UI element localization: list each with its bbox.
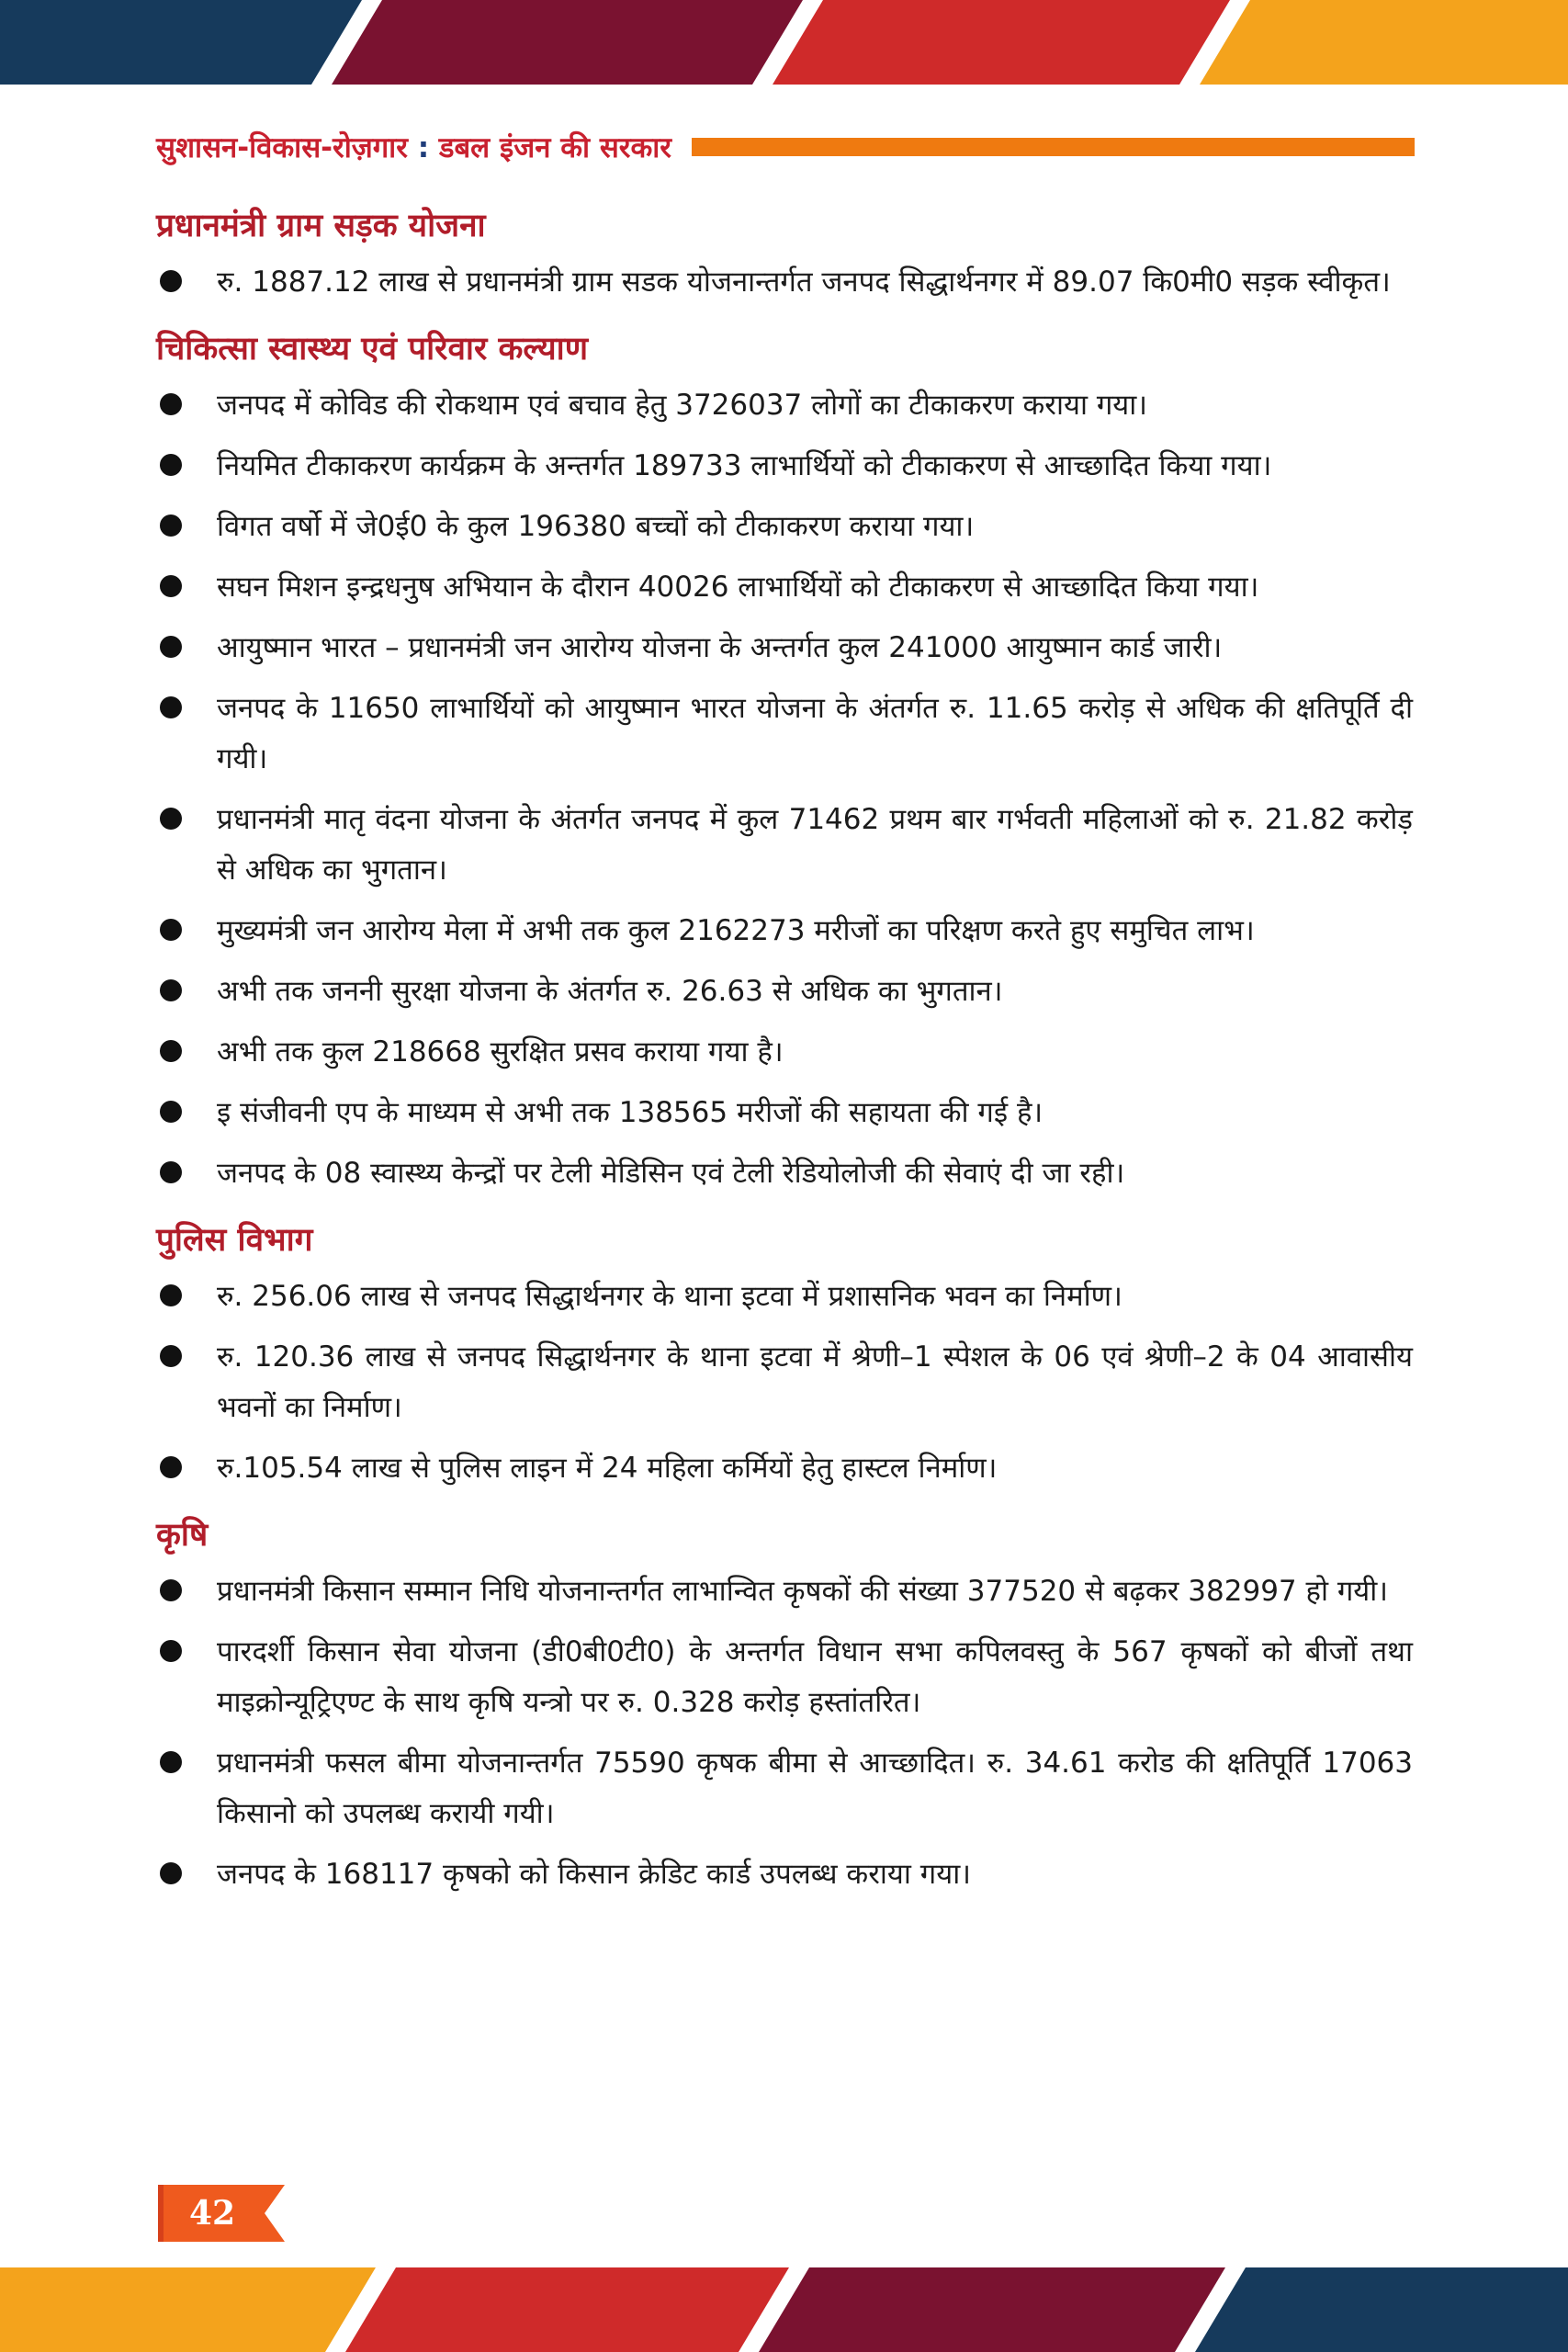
list-item-text: मुख्यमंत्री जन आरोग्य मेला में अभी तक कुल 2162273 मरीजों का परिक्षण करते हुए समुचित लाभ।: [217, 914, 1255, 947]
list-item-text: प्रधानमंत्री किसान सम्मान निधि योजनान्तर्गत लाभान्वित कृषकों की संख्या 377520 से बढ़कर 382997 हो गयी।: [217, 1575, 1389, 1608]
list-agriculture: [156, 1566, 1413, 1900]
running-header: [156, 129, 1415, 165]
page-number: 42: [188, 2194, 236, 2233]
list-item: [156, 441, 1413, 492]
bullet-icon: [160, 979, 182, 1001]
list-item: [156, 1443, 1413, 1494]
list-gram-sadak: [156, 257, 1413, 308]
bullet-icon: [160, 808, 182, 830]
section-heading-agriculture: कृषि: [156, 1517, 209, 1554]
list-item-text: जनपद के 11650 लाभार्थियों को आयुष्मान भारत योजना के अंतर्गत रु. 11.65 करोड़ से अधिक की क्षतिपूर्ति दी गयी।: [217, 692, 1413, 775]
list-item: [156, 562, 1413, 613]
list-item-text: अभी तक जननी सुरक्षा योजना के अंतर्गत रु. 26.63 से अधिक का भुगतान।: [217, 975, 1003, 1008]
top-color-band: [0, 0, 1568, 85]
bullet-icon: [160, 1579, 182, 1601]
header-orange-rule: [692, 138, 1415, 156]
bullet-icon: [160, 636, 182, 658]
bullet-icon: [160, 1345, 182, 1367]
list-item-text: रु. 1887.12 लाख से प्रधानमंत्री ग्राम सडक योजनान्तर्गत जनपद सिद्धार्थनगर में 89.07 कि0मी0 सड़क स्वीकृत।: [217, 266, 1391, 299]
bullet-icon: [160, 919, 182, 941]
bullet-icon: [160, 393, 182, 415]
list-item-text: प्रधानमंत्री फसल बीमा योजनान्तर्गत 75590 कृषक बीमा से आच्छादित। रु. 34.61 करोड की क्षतिपूर्ति 17063 किसानो को उपलब्ध करायी गयी।: [217, 1747, 1413, 1830]
bullet-icon: [160, 1101, 182, 1123]
list-police: [156, 1272, 1413, 1494]
list-item-text: रु. 120.36 लाख से जनपद सिद्धार्थनगर के थाना इटवा में श्रेणी–1 स्पेशल के 06 एवं श्रेणी–2 के 04 आवासीय भवनों का निर्माण।: [217, 1340, 1413, 1424]
list-item: [156, 1272, 1413, 1322]
list-item-text: अभी तक कुल 218668 सुरक्षित प्रसव कराया गया है।: [217, 1035, 784, 1069]
bullet-icon: [160, 575, 182, 597]
list-health: [156, 380, 1413, 1199]
list-item-text: प्रधानमंत्री मातृ वंदना योजना के अंतर्गत जनपद में कुल 71462 प्रथम बार गर्भवती महिलाओं को रु. 21.82 करोड़ से अधिक का भुगतान।: [217, 803, 1413, 887]
list-item-text: नियमित टीकाकरण कार्यक्रम के अन्तर्गत 189733 लाभार्थियों को टीकाकरण से आच्छादित किया गया।: [217, 449, 1272, 482]
list-item-text: रु.105.54 लाख से पुलिस लाइन में 24 महिला कर्मियों हेतु हास्टल निर्माण।: [217, 1452, 998, 1485]
list-item-text: जनपद में कोविड की रोकथाम एवं बचाव हेतु 3726037 लोगों का टीकाकरण कराया गया।: [217, 389, 1148, 422]
list-item-text: रु. 256.06 लाख से जनपद सिद्धार्थनगर के थाना इटवा में प्रशासनिक भवन का निर्माण।: [217, 1280, 1122, 1313]
list-item: [156, 1027, 1413, 1078]
page-number-tab: [158, 2185, 285, 2242]
bullet-icon: [160, 270, 182, 292]
list-item-text: विगत वर्षो में जे0ई0 के कुल 196380 बच्चों को टीकाकरण कराया गया।: [217, 510, 975, 543]
list-item-text: जनपद के 168117 कृषको को किसान क्रेडिट कार्ड उपलब्ध कराया गया।: [217, 1858, 972, 1891]
bullet-icon: [160, 1751, 182, 1773]
list-item: [156, 795, 1413, 896]
list-item: [156, 684, 1413, 785]
list-item-text: पारदर्शी किसान सेवा योजना (डी0बी0टी0) के अन्तर्गत विधान सभा कपिलवस्तु के 567 कृषकों को बीजों तथा माइक्रोन्यूट्रिएण्ट के साथ कृषि यन्त्रो पर रु. 0.328 करोड़ हस्तांतरित।: [217, 1635, 1413, 1719]
list-item: [156, 906, 1413, 956]
list-item: [156, 1849, 1413, 1900]
list-item: [156, 1148, 1413, 1199]
list-item: [156, 380, 1413, 431]
list-item: [156, 1332, 1413, 1433]
section-heading-health: चिकित्सा स्वास्थ्य एवं परिवार कल्याण: [156, 331, 589, 368]
bullet-icon: [160, 696, 182, 718]
bottom-color-band: [0, 2267, 1568, 2352]
section-heading-gram-sadak: प्रधानमंत्री ग्राम सड़क योजना: [156, 208, 486, 244]
list-item-text: सघन मिशन इन्द्रधनुष अभियान के दौरान 40026 लाभार्थियों को टीकाकरण से आच्छादित किया गया।: [217, 571, 1259, 604]
list-item: [156, 623, 1413, 673]
bullet-icon: [160, 1640, 182, 1662]
bullet-icon: [160, 1040, 182, 1062]
list-item: [156, 1627, 1413, 1728]
list-item: [156, 1566, 1413, 1617]
list-item-text: इ संजीवनी एप के माध्यम से अभी तक 138565 मरीजों की सहायता की गई है।: [217, 1096, 1043, 1129]
list-item: [156, 502, 1413, 552]
running-header-title: सुशासन-विकास-रोज़गार : डबल इंजन की सरकार: [156, 131, 671, 164]
bullet-icon: [160, 1862, 182, 1884]
list-item-text: जनपद के 08 स्वास्थ्य केन्द्रों पर टेली मेडिसिन एवं टेली रेडियोलोजी की सेवाएं दी जा रही।: [217, 1157, 1125, 1190]
bullet-icon: [160, 454, 182, 476]
list-item-text: आयुष्मान भारत – प्रधानमंत्री जन आरोग्य योजना के अन्तर्गत कुल 241000 आयुष्मान कार्ड जारी।: [217, 631, 1223, 664]
list-item: [156, 1738, 1413, 1839]
bullet-icon: [160, 1284, 182, 1306]
bullet-icon: [160, 1161, 182, 1183]
bullet-icon: [160, 1456, 182, 1478]
bullet-icon: [160, 514, 182, 537]
list-item: [156, 1088, 1413, 1138]
list-item: [156, 967, 1413, 1017]
list-item: [156, 257, 1413, 308]
page-content: [156, 195, 1413, 1910]
section-heading-police: पुलिस विभाग: [156, 1222, 313, 1259]
